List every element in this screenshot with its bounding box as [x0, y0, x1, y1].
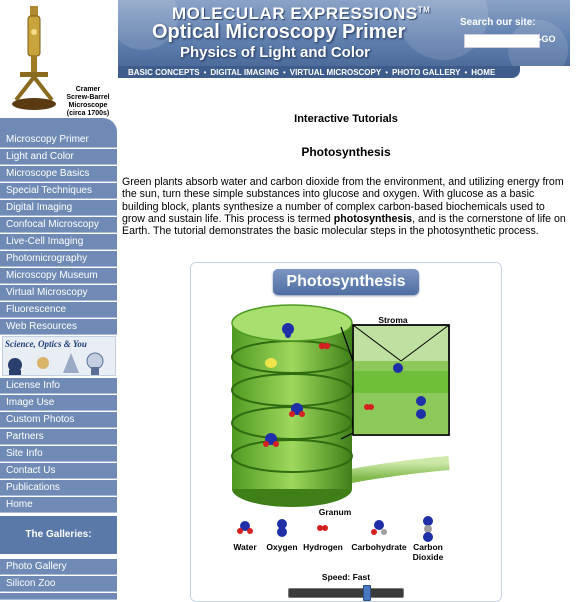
nav-bullet-icon: • [282, 67, 286, 77]
science-optics-banner[interactable] [2, 336, 116, 376]
sidebar-item-digital-imaging[interactable]: Digital Imaging [0, 200, 117, 216]
sidebar-item-home[interactable]: Home [0, 497, 117, 513]
legend-carbon-line1: Carbon [413, 542, 443, 552]
sidebar-item-license-info[interactable]: License Info [0, 378, 117, 394]
microscope-icon [6, 2, 62, 114]
sidebar-item-microscopy-museum[interactable]: Microscopy Museum [0, 268, 117, 284]
nav-basic-concepts[interactable]: BASIC CONCEPTS [128, 67, 200, 77]
sidebar-item-site-info[interactable]: Site Info [0, 446, 117, 462]
sidebar-item-special-techniques[interactable]: Special Techniques [0, 183, 117, 199]
galleries-heading: The Galleries: [0, 516, 117, 554]
sidebar-item-image-use[interactable]: Image Use [0, 395, 117, 411]
granum-label: Granum [318, 507, 352, 517]
nav-bullet-icon: • [385, 67, 389, 77]
search-go-button[interactable] [537, 34, 556, 45]
nav-home[interactable]: HOME [471, 67, 496, 77]
sidebar [0, 118, 117, 600]
caption-line: Screw-Barrel [66, 94, 110, 101]
sidebar-item-web-resources[interactable]: Web Resources [0, 319, 117, 335]
microscope-caption [60, 86, 116, 118]
caption-line: (circa 1700s) [66, 110, 110, 117]
intro-text: , and is the cornerstone of life on Earth. The tutorial demonstrates the basic molecular steps in the photosynthetic process. [122, 212, 566, 238]
sidebar-item-photo-gallery[interactable]: Photo Gallery [0, 559, 117, 575]
brand-trademark: TM [417, 5, 431, 15]
nav-digital-imaging[interactable]: DIGITAL IMAGING [210, 67, 279, 77]
thylakoid-tube [341, 463, 449, 478]
sidebar-item-custom-photos[interactable]: Custom Photos [0, 412, 117, 428]
search-label: Search our site: [460, 17, 536, 28]
sidebar-header-curve [0, 118, 117, 132]
legend-oxygen-icon [277, 519, 287, 537]
tutorial-panel[interactable] [190, 262, 502, 602]
sidebar-item-live-cell-imaging[interactable]: Live-Cell Imaging [0, 234, 117, 250]
search-input[interactable] [464, 34, 540, 48]
nav-virtual-microscopy[interactable]: VIRTUAL MICROSCOPY [289, 67, 382, 77]
caption-line: Cramer [75, 86, 101, 93]
stroma-inset [341, 325, 449, 439]
site-header [0, 0, 576, 118]
stroma-label: Stroma [378, 315, 408, 325]
nav-bullet-icon: • [203, 67, 207, 77]
speed-slider[interactable] [288, 588, 404, 598]
top-navigation [118, 66, 520, 78]
site-banner [118, 0, 570, 66]
hydrogen-molecule-icon [364, 404, 374, 410]
nav-bullet-icon: • [464, 67, 468, 77]
sidebar-item-fluorescence[interactable]: Fluorescence [0, 302, 117, 318]
page-title: Photosynthesis [301, 145, 391, 159]
legend-hydrogen-label: Hydrogen [303, 542, 343, 552]
caption-line: Microscope [68, 102, 108, 109]
legend-carbon-dioxide-icon [423, 516, 433, 542]
sidebar-item-partners[interactable]: Partners [0, 429, 117, 445]
sidebar-item-publications[interactable]: Publications [0, 480, 117, 496]
sidebar-item-virtual-microscopy[interactable]: Virtual Microscopy [0, 285, 117, 301]
sidebar-item-partial[interactable] [0, 593, 117, 600]
arrow-right-icon: ▸ [537, 34, 542, 44]
legend-oxygen-label: Oxygen [266, 542, 298, 552]
sidebar-item-photomicrography[interactable]: Photomicrography [0, 251, 117, 267]
science-optics-title: Science, Optics & You [5, 339, 87, 349]
sidebar-item-microscopy-primer[interactable]: Microscopy Primer [0, 132, 117, 148]
nav-photo-gallery[interactable]: PHOTO GALLERY [392, 67, 461, 77]
legend-carbohydrate-icon [371, 520, 387, 535]
intro-paragraph [122, 176, 568, 237]
oxygen-molecule-icon [393, 363, 403, 373]
sidebar-item-silicon-zoo[interactable]: Silicon Zoo [0, 576, 117, 592]
site-subtitle: Physics of Light and Color [180, 44, 371, 61]
intro-text: Green plants absorb water and carbon dioxide from the environment, and utilizing energy from the sun, turn these simple substances into glucose and oxygen. With glucose as a basic building block, plants synthesize a number of complex carbon-based biochemicals used to grow and sustain life. This process is termed [122, 176, 564, 225]
legend-carbon-dioxide-label [408, 542, 448, 562]
sidebar-item-light-and-color[interactable]: Light and Color [0, 149, 117, 165]
legend-water-label: Water [233, 542, 257, 552]
speed-label: Speed: Fast [321, 572, 371, 582]
legend-water-icon [237, 521, 253, 534]
tutorial-title: Photosynthesis [273, 269, 419, 295]
sidebar-item-confocal-microscopy[interactable]: Confocal Microscopy [0, 217, 117, 233]
intro-bold-term: photosynthesis [333, 212, 413, 225]
search-go-label: GO [541, 34, 556, 44]
brand-name: MOLECULAR EXPRESSIONS [172, 4, 418, 23]
science-optics-illustration-icon [3, 337, 115, 376]
sidebar-item-contact-us[interactable]: Contact Us [0, 463, 117, 479]
legend-hydrogen-icon [317, 525, 328, 531]
microscope-illustration [0, 0, 118, 118]
legend-carbohydrate-label: Carbohydrate [351, 542, 407, 552]
speed-slider-thumb[interactable] [363, 585, 371, 601]
section-heading: Interactive Tutorials [294, 113, 398, 125]
site-title: Optical Microscopy Primer [152, 21, 406, 43]
legend-carbon-line2: Dioxide [412, 552, 444, 562]
sidebar-item-microscope-basics[interactable]: Microscope Basics [0, 166, 117, 182]
